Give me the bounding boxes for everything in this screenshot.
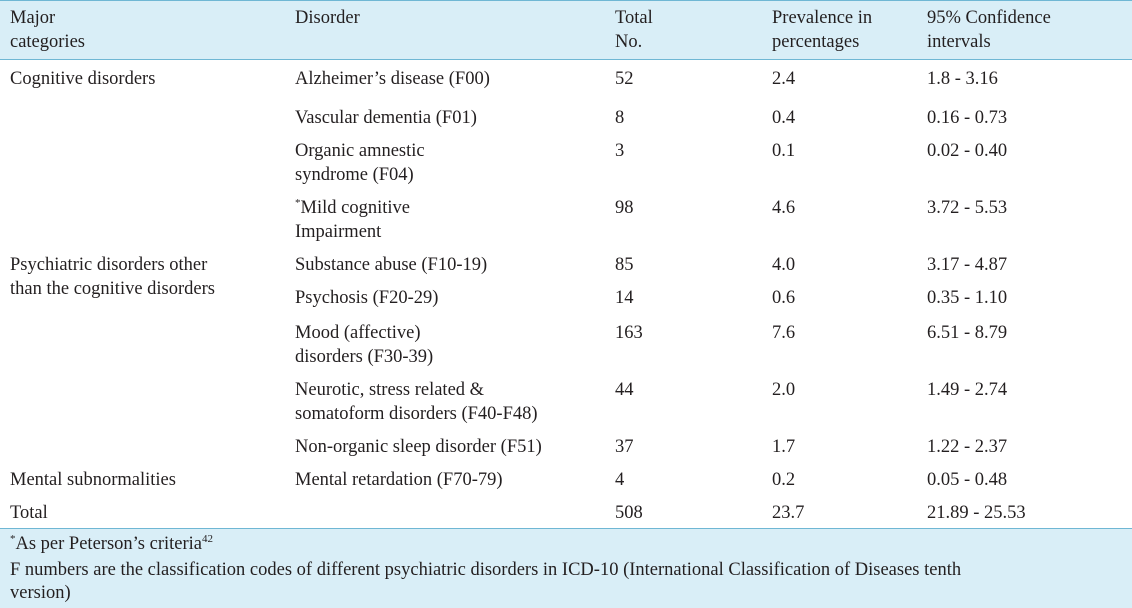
row-2-ci: 0.02 - 0.40 [927,141,1008,161]
row-4-category [10,253,215,301]
row-total-label: Total [10,503,48,523]
header-prevalence-line2: percentages [772,32,860,52]
header-major-categories [10,6,85,54]
row-0-prevalence: 2.4 [772,69,796,89]
header-prevalence-line1: Prevalence in [772,8,873,28]
row-6-disorder-line2: disorders (F30-39) [295,347,434,367]
row-3-disorder-line2: Impairment [295,222,382,242]
header-prevalence [772,6,872,54]
row-6-ci: 6.51 - 8.79 [927,323,1008,343]
header-total [615,6,653,54]
row-1-ci: 0.16 - 0.73 [927,108,1008,128]
row-9-category: Mental subnormalities [10,470,176,490]
row-7-disorder-line2: somatoform disorders (F40-F48) [295,404,538,424]
footnote-mark: * [295,197,301,209]
row-1-prevalence: 0.4 [772,108,796,128]
row-5-total: 14 [615,288,634,308]
row-3-disorder-text: Mild cognitive [300,198,410,218]
row-9-ci: 0.05 - 0.48 [927,470,1008,490]
row-2-disorder-line1: Organic amnestic [295,141,425,161]
row-total-prevalence: 23.7 [772,503,805,523]
row-2-total: 3 [615,141,625,161]
footnote-1-mark: * [10,533,16,545]
footnote-1-reference: 42 [201,533,213,545]
header-total-line2: No. [615,32,643,52]
row-total-total: 508 [615,503,643,523]
row-8-total: 37 [615,437,634,457]
row-3-disorder [295,196,410,244]
footnote-2-line2: version) [10,583,71,603]
row-9-prevalence: 0.2 [772,470,796,490]
row-8-disorder: Non-organic sleep disorder (F51) [295,437,542,457]
row-4-prevalence: 4.0 [772,255,796,275]
row-4-category-line1: Psychiatric disorders other [10,255,208,275]
row-5-ci: 0.35 - 1.10 [927,288,1008,308]
row-0-disorder: Alzheimer’s disease (F00) [295,69,490,89]
header-major-categories-line2: categories [10,32,85,52]
row-4-ci: 3.17 - 4.87 [927,255,1008,275]
row-1-disorder: Vascular dementia (F01) [295,108,477,128]
header-disorder: Disorder [295,8,360,28]
row-9-disorder: Mental retardation (F70-79) [295,470,503,490]
row-6-disorder [295,321,433,369]
row-1-total: 8 [615,108,625,128]
row-7-disorder [295,378,538,426]
row-7-ci: 1.49 - 2.74 [927,380,1008,400]
row-3-total: 98 [615,198,634,218]
row-8-prevalence: 1.7 [772,437,796,457]
row-3-ci: 3.72 - 5.53 [927,198,1008,218]
row-6-prevalence: 7.6 [772,323,796,343]
row-2-disorder [295,139,425,187]
header-ci-line2: intervals [927,32,991,52]
row-4-category-line2: than the cognitive disorders [10,279,215,299]
row-3-prevalence: 4.6 [772,198,796,218]
header-ci-line1: 95% Confidence [927,8,1051,28]
row-0-ci: 1.8 - 3.16 [927,69,998,89]
row-5-disorder: Psychosis (F20-29) [295,288,439,308]
row-5-prevalence: 0.6 [772,288,796,308]
footnote-1-text: As per Peterson’s criteria [15,534,202,554]
row-6-disorder-line1: Mood (affective) [295,323,421,343]
row-7-total: 44 [615,380,634,400]
header-total-line1: Total [615,8,653,28]
header-ci [927,6,1051,54]
row-7-prevalence: 2.0 [772,380,796,400]
row-0-category: Cognitive disorders [10,69,156,89]
row-2-prevalence: 0.1 [772,141,796,161]
row-3-disorder-line1 [295,196,410,220]
row-4-disorder: Substance abuse (F10-19) [295,255,488,275]
row-0-total: 52 [615,69,634,89]
footnote-2-line1: F numbers are the classification codes of different psychiatric disorders in ICD-10 (International Classification of Diseases tenth [10,560,962,580]
header-major-categories-line1: Major [10,8,56,28]
row-2-disorder-line2: syndrome (F04) [295,165,414,185]
row-4-total: 85 [615,255,634,275]
row-6-total: 163 [615,323,643,343]
row-8-ci: 1.22 - 2.37 [927,437,1008,457]
row-7-disorder-line1: Neurotic, stress related & [295,380,485,400]
row-total-ci: 21.89 - 25.53 [927,503,1026,523]
row-9-total: 4 [615,470,625,490]
footnote-1 [10,533,213,556]
